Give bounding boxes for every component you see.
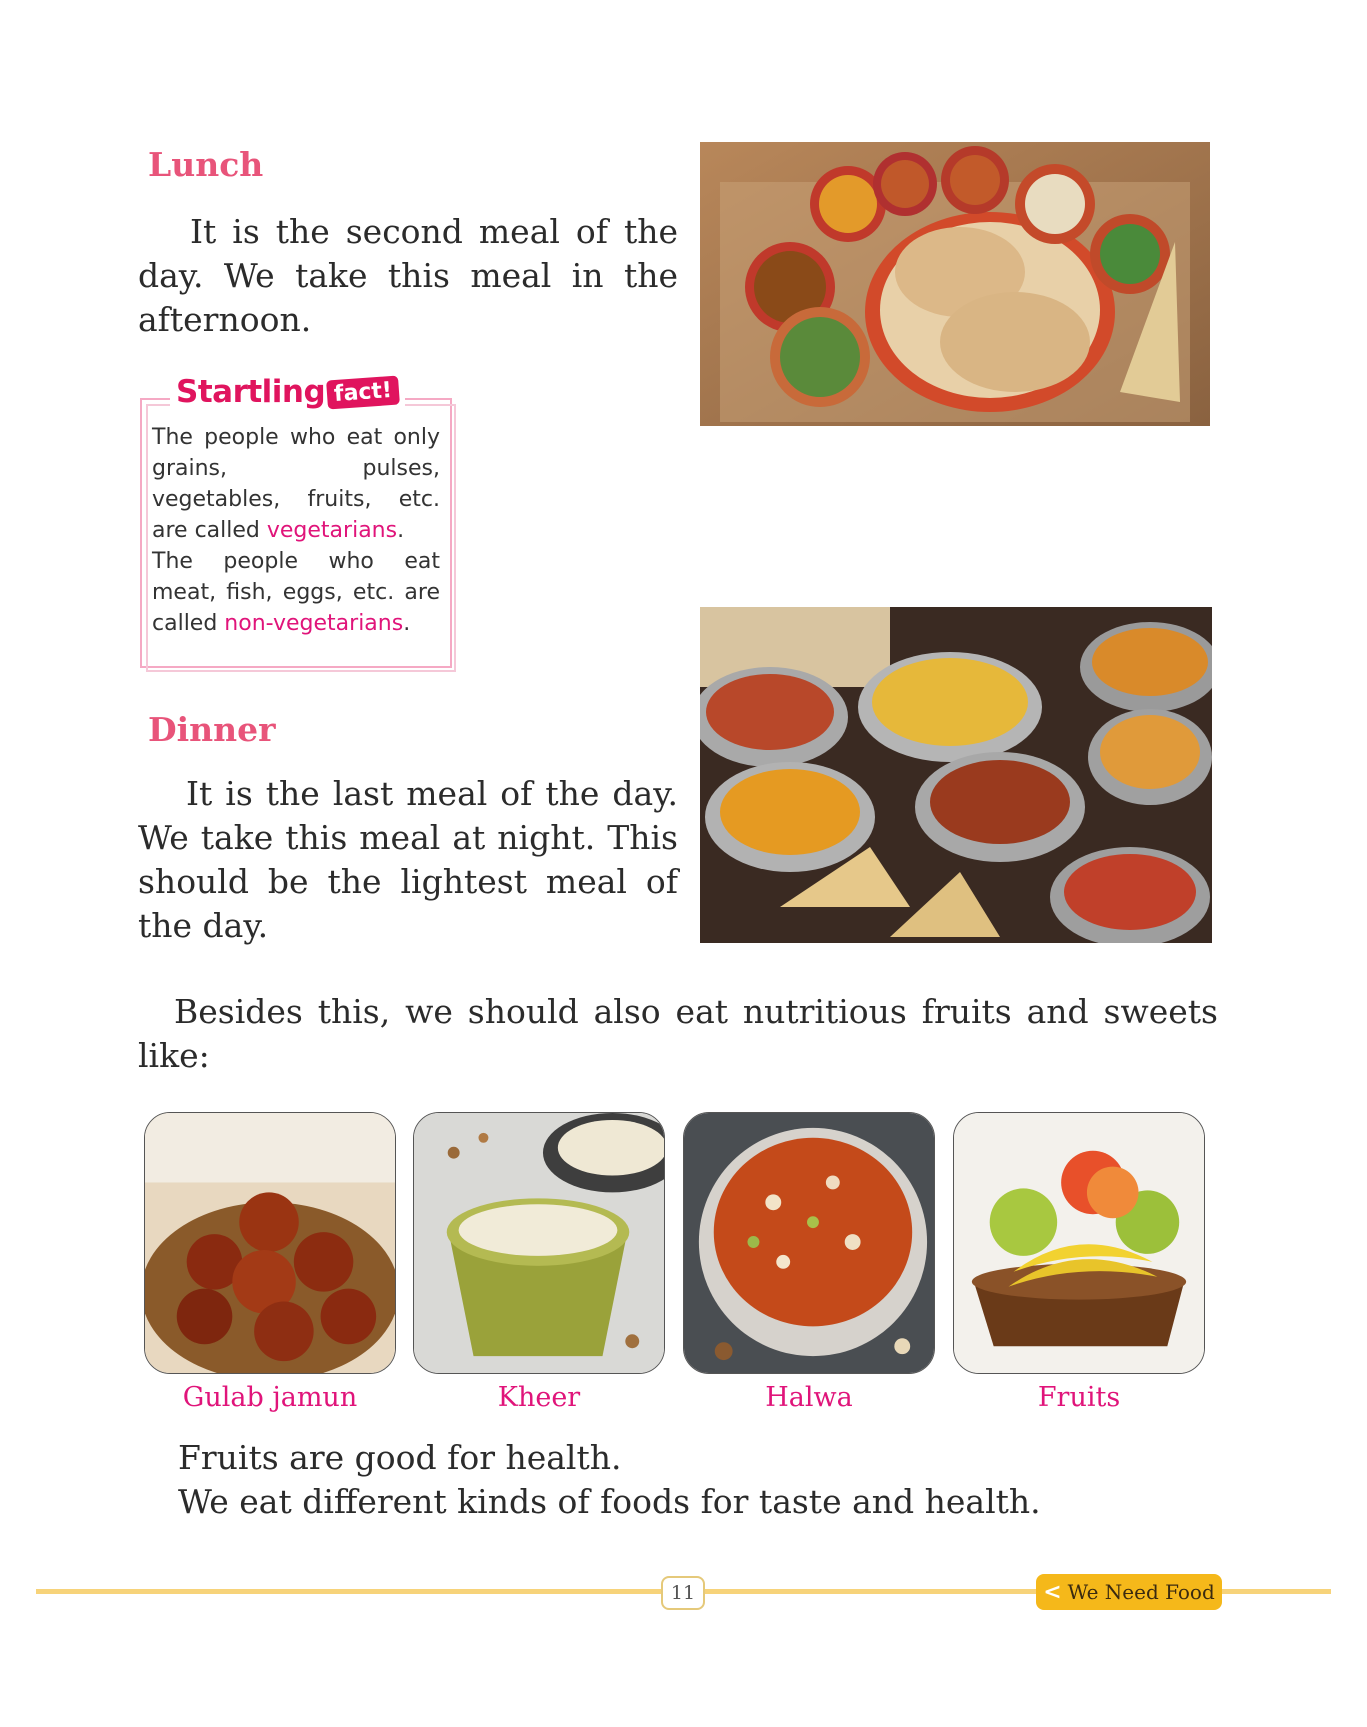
- fact-title-main: Startling: [176, 374, 326, 410]
- fact-line2-text: The people who eat meat, fish, eggs, etc. are called: [152, 549, 440, 636]
- kheer-photo: [413, 1112, 665, 1374]
- closing-line-2: We eat different kinds of foods for taste and health.: [178, 1482, 1041, 1521]
- fact-vegetarian-line: [152, 422, 440, 546]
- caption-halwa: Halwa: [765, 1382, 853, 1413]
- dinner-text: It is the last meal of the day. We take this meal at night. This should be the lightest meal of the day.: [138, 774, 678, 945]
- fact-line1-text: The people who eat only grains, pulses, vegetables, fruits, etc. are called: [152, 425, 440, 543]
- chapter-title: We Need Food: [1067, 1580, 1215, 1604]
- dinner-curries-photo: [700, 607, 1212, 943]
- fact-title: [170, 374, 405, 410]
- non-vegetarians-term: non-vegetarians: [224, 611, 404, 636]
- startling-fact-box: [140, 374, 452, 668]
- halwa-photo: [683, 1112, 935, 1374]
- caption-kheer: Kheer: [497, 1382, 581, 1413]
- footer-line-left: [36, 1589, 661, 1594]
- gulab-jamun-photo: [144, 1112, 396, 1374]
- lunch-thali-photo: [700, 142, 1210, 426]
- caption-gulab-jamun: Gulab jamun: [182, 1382, 358, 1413]
- lunch-text: It is the second meal of the day. We take this meal in the afternoon.: [138, 212, 678, 339]
- fact-nonvegetarian-line: [152, 546, 440, 639]
- fact-text: [152, 422, 440, 639]
- fact-title-badge: fact!: [326, 375, 400, 409]
- chapter-tab[interactable]: [1036, 1574, 1222, 1610]
- footer-line-right: [701, 1589, 1331, 1594]
- closing-line-1: Fruits are good for health.: [178, 1438, 622, 1477]
- fact-line2-period: .: [403, 611, 411, 636]
- fruits-photo: [953, 1112, 1205, 1374]
- lunch-heading: Lunch: [148, 145, 264, 184]
- vegetarians-term: vegetarians: [266, 518, 398, 543]
- dinner-heading: Dinner: [148, 710, 276, 749]
- page-number: 11: [661, 1576, 705, 1610]
- caption-fruits: Fruits: [1037, 1382, 1121, 1413]
- fact-line1-period: .: [397, 518, 405, 543]
- chevron-left-icon: <: [1043, 1579, 1062, 1605]
- besides-text: Besides this, we should also eat nutritious fruits and sweets like:: [138, 992, 1218, 1075]
